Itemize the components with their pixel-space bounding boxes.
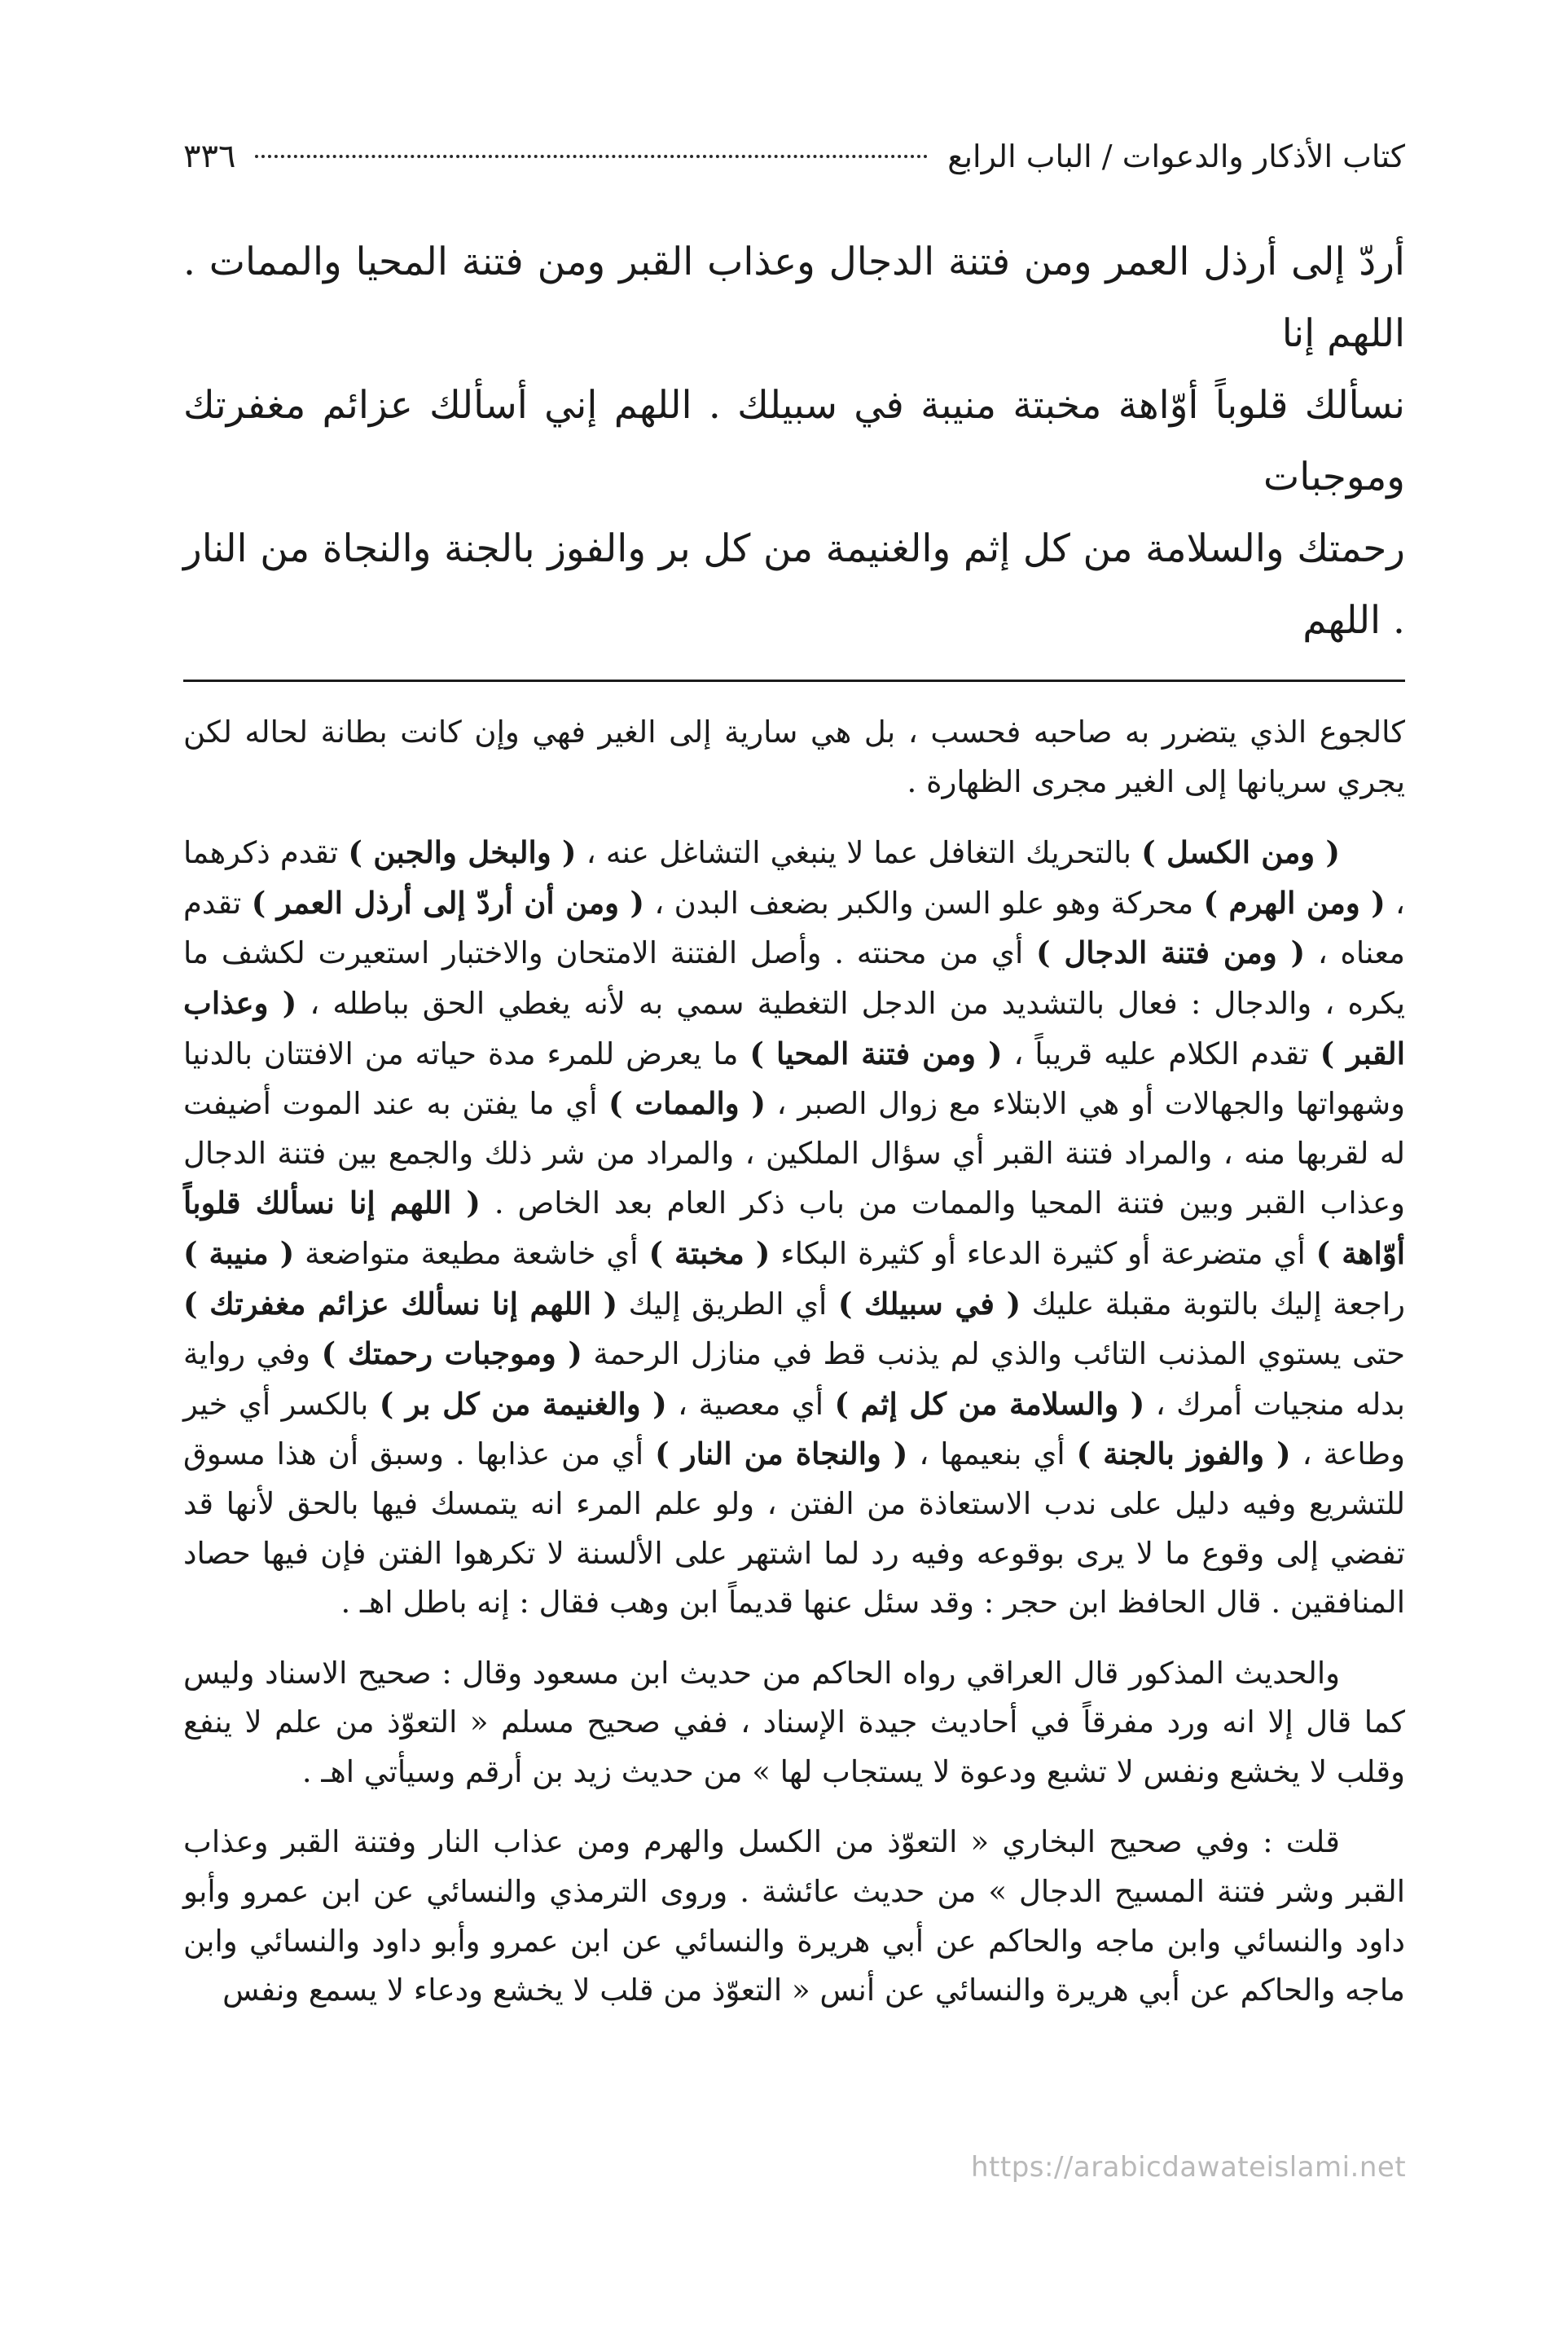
explanation-text: بالكسر أي خير وطاعة ،	[183, 1386, 1405, 1472]
quoted-phrase: ( ومن فتنة الدجال )	[1035, 935, 1306, 971]
book-page	[183, 130, 1405, 2265]
quoted-phrase: ( والسلامة من كل إثم )	[834, 1385, 1145, 1422]
quoted-phrase: ( والممات )	[608, 1085, 766, 1122]
explanation-text: حتى يستوي المذنب التائب والذي لم يذنب قط في منازل الرحمة	[582, 1336, 1405, 1372]
separator-rule	[183, 680, 1405, 682]
commentary-paragraph-3: والحديث المذكور قال العراقي رواه الحاكم من حديث ابن مسعود وقال : صحيح الاسناد وليس كما قال إلا انه ورد مفرقاً في أحاديث جيدة الإسناد ، ففي صحيح مسلم « التعوّذ من علم لا ينفع وقلب لا يخشع ونفس لا تشبع ودعوة لا يستجاب لها » من حديث زيد بن أرقم وسيأتي اهـ .	[183, 1655, 1405, 1789]
quoted-phrase: ( منيبة )	[183, 1234, 295, 1271]
explanation-text: محركة وهو علو السن والكبر بضعف البدن ،	[643, 885, 1204, 921]
explanation-text: أي من محنته . وأصل الفتنة الامتحان والاختبار استعيرت لكشف ما يكره ، والدجال : فعال بالتشديد من الدجل التغطية سمي به لأنه يغطي الحق بباطله ،	[183, 935, 1406, 1021]
header-dotted-leader	[255, 155, 928, 158]
explanation-text: تقدم الكلام عليه قريباً ،	[1002, 1036, 1320, 1071]
quoted-phrase: ( ومن الكسل )	[1141, 834, 1340, 871]
commentary-paragraph-2	[183, 828, 1405, 1628]
chapter-title: كتاب الأذكار والدعوات / الباب الرابع	[947, 139, 1405, 174]
explanation-text: أي معصية ،	[666, 1386, 835, 1422]
quoted-phrase: ( ومن الهرم )	[1203, 884, 1386, 921]
explanation-text: راجعة إليك بالتوبة مقبلة عليك	[1021, 1286, 1405, 1322]
explanation-text: بالتحريك التغافل عما لا ينبغي التشاغل عنه ،	[576, 835, 1142, 871]
hadith-line: رحمتك والسلامة من كل إثم والغنيمة من كل بر والفوز بالجنة والنجاة من النار . اللهم	[183, 526, 1405, 643]
explanation-text: أي بنعيمها ،	[907, 1436, 1077, 1472]
commentary-paragraph-1: كالجوع الذي يتضرر به صاحبه فحسب ، بل هي سارية إلى الغير فهي وإن كانت بطانة لحاله لكن يجري سريانها إلى الغير مجرى الظهارة .	[183, 715, 1405, 799]
explanation-text: تقدم معناه ،	[183, 885, 1405, 971]
commentary	[183, 708, 1405, 2016]
hadith-line: نسألك قلوباً أوّاهة مخبتة منيبة في سبيلك . اللهم إني أسألك عزائم مغفرتك وموجبات	[183, 383, 1405, 499]
quoted-phrase: ( والغنيمة من كل بر )	[379, 1385, 667, 1422]
quoted-phrase: ( ومن فتنة المحيا )	[749, 1035, 1003, 1071]
watermark-url: https://arabicdawateislami.net	[971, 2151, 1407, 2184]
quoted-phrase: ( اللهم إنا نسألك عزائم مغفرتك )	[183, 1285, 618, 1322]
explanation-text: تقدم ذكرهما ،	[183, 835, 1406, 921]
quoted-phrase: ( وعذاب القبر )	[183, 984, 1405, 1071]
hadith-text	[183, 227, 1405, 657]
explanation-text: أي خاشعة مطيعة متواضعة	[294, 1235, 649, 1271]
quoted-phrase: ( وموجبات رحمتك )	[321, 1335, 582, 1372]
explanation-text: أي الطريق إليك	[617, 1286, 838, 1322]
explanation-text: أي متضرعة أو كثيرة الدعاء أو كثيرة البكاء	[770, 1235, 1316, 1271]
running-header	[183, 130, 1405, 183]
quoted-phrase: ( ومن أن أردّ إلى أرذل العمر )	[251, 884, 644, 921]
quoted-phrase: ( والبخل والجبن )	[348, 834, 577, 871]
explanation-text: أي ما يفتن به عند الموت أضيفت له لقربها منه ، والمراد فتنة القبر أي سؤال الملكين ، والمراد من شر ذلك والجمع بين فتنة الدجال وعذاب القبر وبين فتنة المحيا والممات من باب ذكر العام بعد الخاص .	[183, 1086, 1405, 1221]
explanation-text: ما يعرض للمرء مدة حياته من الافتتان بالدنيا وشهواتها والجهالات أو هي الابتلاء مع زوال الصبر ،	[183, 1036, 1405, 1122]
quoted-phrase: ( والنجاة من النار )	[655, 1436, 908, 1472]
commentary-paragraph-4: قلت : وفي صحيح البخاري « التعوّذ من الكسل والهرم ومن عذاب النار وفتنة القبر وعذاب القبر وشر فتنة المسيح الدجال » من حديث عائشة . وروى الترمذي والنسائي عن ابن عمرو وأبو داود والنسائي وابن ماجه والحاكم عن أبي هريرة والنسائي عن ابن عمرو وأبو داود والنسائي وابن ماجه والحاكم عن أبي هريرة والنسائي عن أنس « التعوّذ من قلب لا يخشع ودعاء لا يسمع ونفس	[183, 1824, 1405, 2008]
explanation-text: أي من عذابها . وسبق أن هذا مسوق للتشريع وفيه دليل على ندب الاستعاذة من الفتن ، ولو علم المرء انه يتمسك فيها بالحق لأنها قد تفضي إلى وقوع ما لا يرى بوقوعه وفيه رد لما اشتهر على الألسنة لا تكرهوا الفتن فإن فيها حصاد المنافقين . قال الحافظ ابن حجر : وقد سئل عنها قديماً ابن وهب فقال : إنه باطل اهـ .	[183, 1436, 1405, 1621]
quoted-phrase: ( والفوز بالجنة )	[1076, 1436, 1291, 1472]
page-number: ٣٣٦	[183, 138, 236, 175]
hadith-line: أردّ إلى أرذل العمر ومن فتنة الدجال وعذاب القبر ومن فتنة المحيا والممات . اللهم إنا	[183, 240, 1405, 356]
quoted-phrase: ( اللهم إنا نسألك قلوباً أوّاهة )	[183, 1185, 1405, 1271]
quoted-phrase: ( في سبيلك )	[837, 1285, 1021, 1322]
quoted-phrase: ( مخبتة )	[648, 1234, 771, 1271]
explanation-text: وفي رواية بدله منجيات أمرك ،	[183, 1336, 1405, 1422]
